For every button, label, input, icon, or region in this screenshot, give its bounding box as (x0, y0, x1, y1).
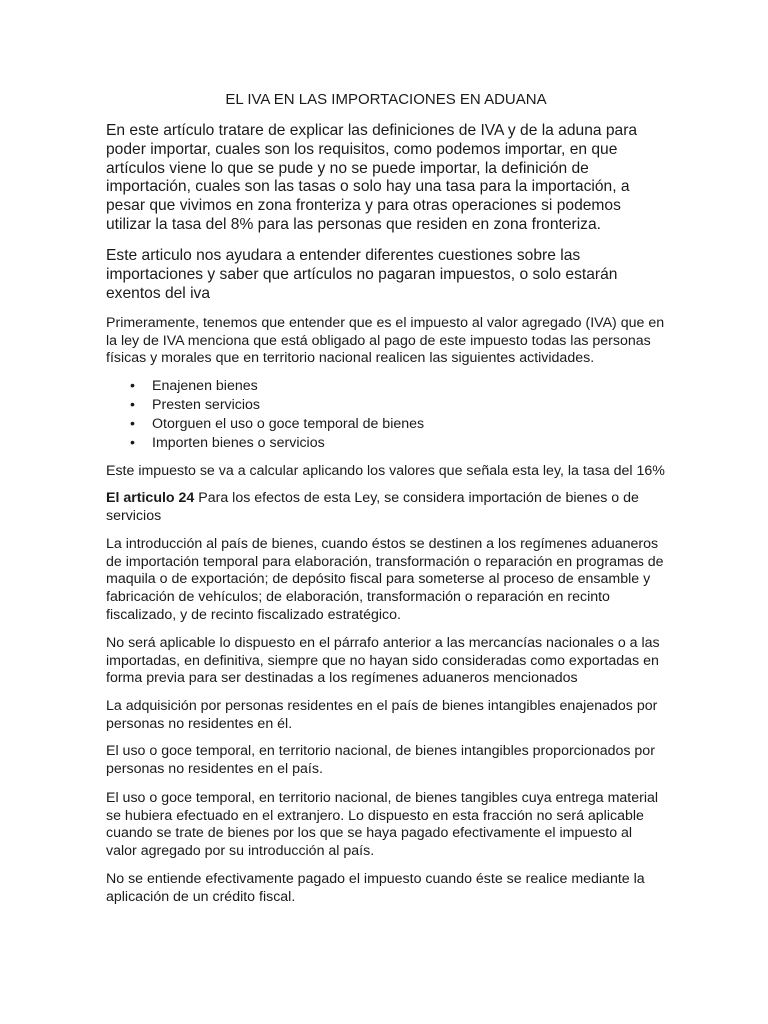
body-paragraph: La introducción al país de bienes, cuando éstos se destinen a los regímenes aduaneros de importación temporal para elaboración, transformación o reparación en programas de maquila o de exportación; de depósito fiscal para someterse al proceso de ensamble y fabricación de vehículos; de elaboración, transformación o reparación en recinto fiscalizado, y de recinto fiscalizado estratégico. (106, 536, 664, 623)
list-item-label: Enajenen bienes (152, 378, 258, 394)
list-item (106, 434, 666, 453)
body-paragraph: No será aplicable lo dispuesto en el párrafo anterior a las mercancías nacionales o a las importadas, en definitiva, siempre que no hayan sido consideradas como exportadas en forma previa para ser destinadas a los regímenes aduaneros mencionados (106, 635, 660, 687)
bullet-icon: • (130, 397, 135, 413)
iva-definition-paragraph: Primeramente, tenemos que entender que es el impuesto al valor agregado (IVA) que en la ley de IVA menciona que está obligado al pago de este impuesto todas las personas físicas y morales que en territorio nacional realicen las siguientes actividades. (106, 315, 665, 367)
bullet-icon: • (130, 416, 135, 432)
body-paragraph: La adquisición por personas residentes en el país de bienes intangibles enajenados por personas no residentes en él. (106, 698, 658, 732)
list-item-label: Presten servicios (152, 397, 261, 413)
bullet-icon: • (130, 435, 135, 451)
body-paragraph: No se entiende efectivamente pagado el impuesto cuando éste se realice mediante la aplicación de un crédito fiscal. (106, 871, 645, 905)
article-label: El articulo 24 (106, 490, 195, 506)
list-item (106, 377, 666, 396)
list-item (106, 396, 666, 415)
list-item-label: Importen bienes o servicios (152, 435, 325, 451)
article-24-paragraph (106, 490, 666, 525)
tax-rate-paragraph: Este impuesto se va a calcular aplicando los valores que señala esta ley, la tasa del 16% (106, 463, 665, 479)
page-title: EL IVA EN LAS IMPORTACIONES EN ADUANA (225, 91, 547, 108)
intro-paragraph: Este articulo nos ayudara a entender diferentes cuestiones sobre las importaciones y saber que artículos no pagaran impuestos, o solo estarán exentos del iva (106, 247, 618, 302)
bullet-icon: • (130, 378, 135, 394)
body-paragraph: El uso o goce temporal, en territorio nacional, de bienes tangibles cuya entrega material se hubiera efectuado en el extranjero. Lo dispuesto en esta fracción no será aplicable cuando se trate de bienes por los que se haya pagado efectivamente el impuesto al valor agregado por su introducción al país. (106, 790, 659, 860)
list-item (106, 415, 666, 434)
activities-list (106, 377, 666, 453)
intro-paragraph: En este artículo tratare de explicar las definiciones de IVA y de la aduna para poder importar, cuales son los requisitos, como podemos importar, en que artículos viene lo que se pude y no se puede importar, la definición de importación, cuales son las tasas o solo hay una tasa para la importación, a pesar que vivimos en zona fronteriza y para otras operaciones si podemos utilizar la tasa del 8% para las personas que residen en zona fronteriza. (106, 122, 638, 233)
list-item-label: Otorguen el uso o goce temporal de bienes (152, 416, 425, 432)
body-paragraph: El uso o goce temporal, en territorio nacional, de bienes intangibles proporcionados por personas no residentes en el país. (106, 743, 655, 777)
article-text: Para los efectos de esta Ley, se considera importación de bienes o de servicios (106, 490, 639, 524)
